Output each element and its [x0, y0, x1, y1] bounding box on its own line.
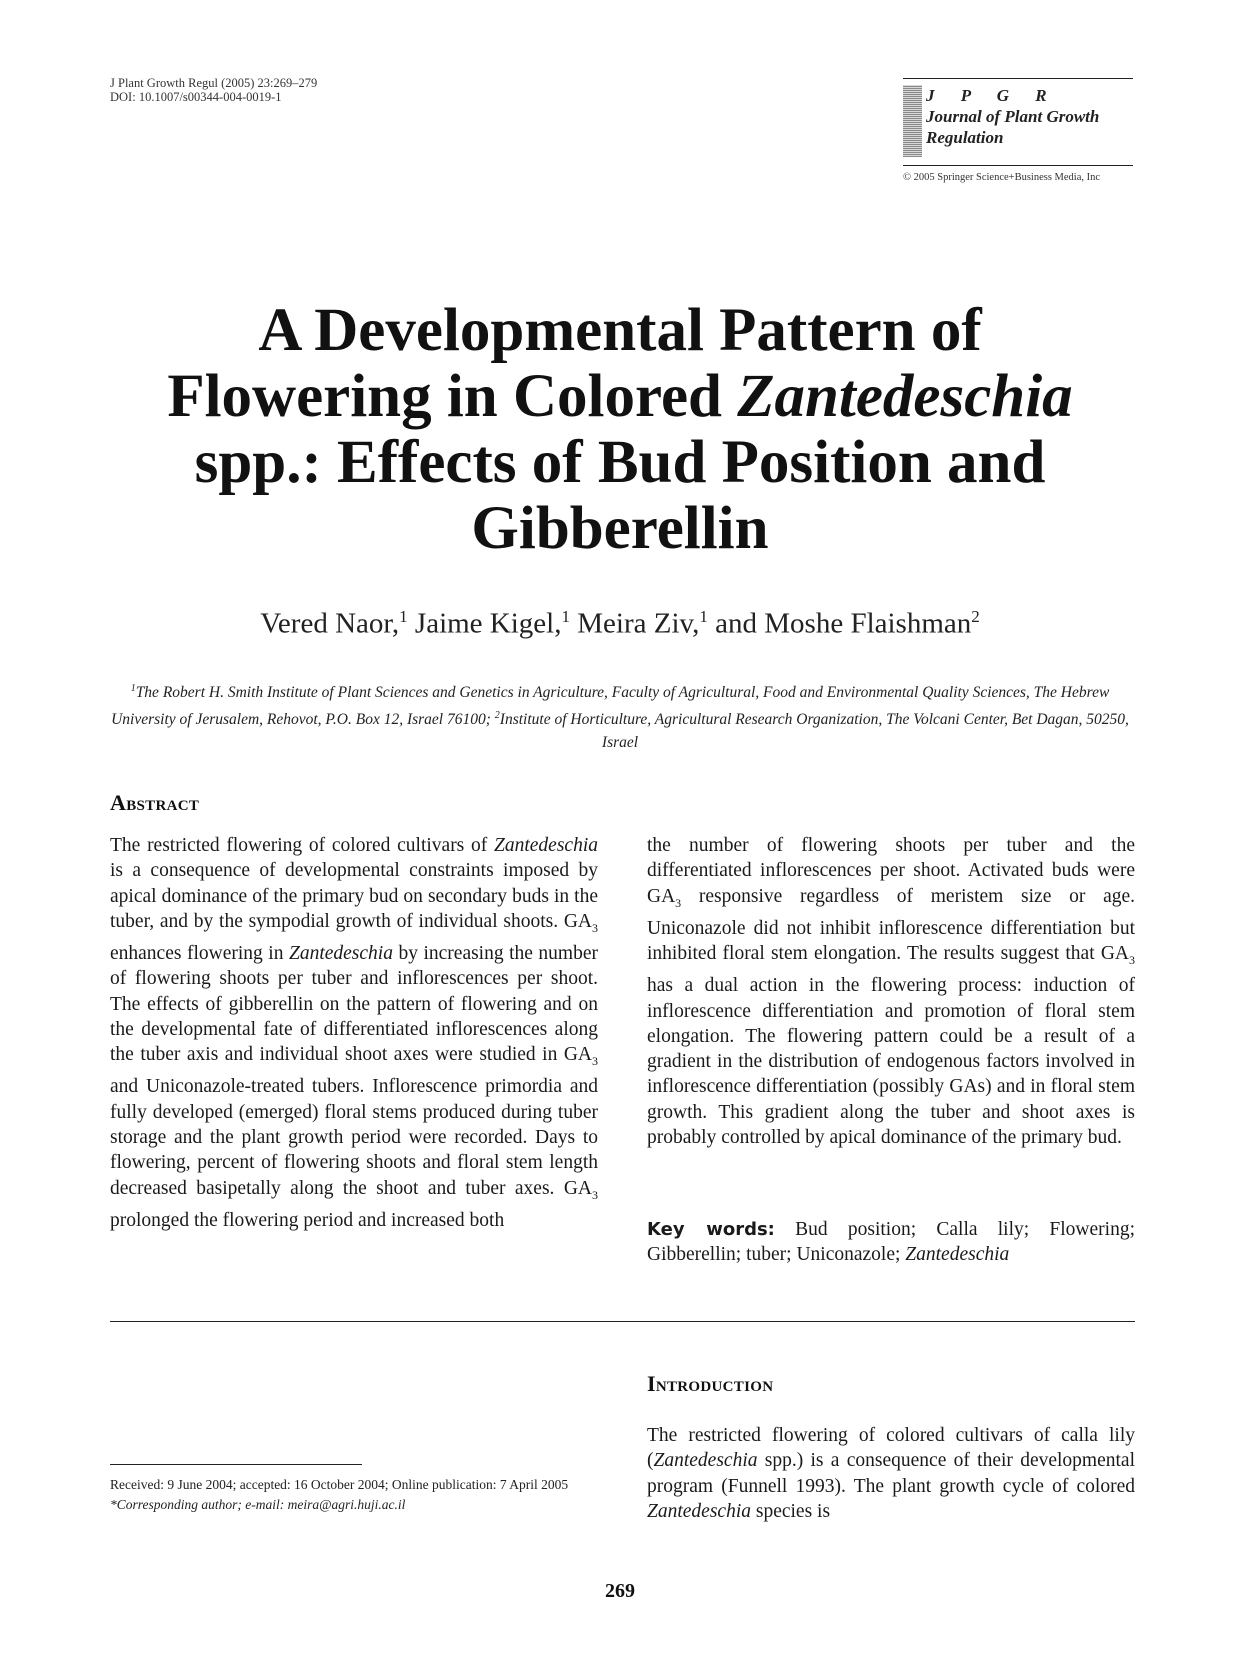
abstract-genus: Zantedeschia: [288, 943, 393, 965]
journal-rule-bottom: [903, 165, 1133, 166]
keywords-text: Bud position; Calla lily; Flowering; Gibberellin; tuber; Uniconazole;: [647, 1219, 1135, 1266]
author-name: Jaime Kigel,: [407, 607, 562, 640]
footnote-rule: [110, 1464, 362, 1465]
journal-rule-top: [903, 78, 1133, 79]
title-line-4: Gibberellin: [471, 495, 769, 562]
intro-genus: Zantedeschia: [647, 1500, 751, 1522]
abstract-text: responsive regardless of meristem size or age. Uniconazole did not inhibit inflorescence differentiation but inhibited floral stem elongation. The results suggest that GA: [647, 885, 1135, 965]
citation-journal: J Plant Growth Regul (2005) 23:269–279: [110, 76, 318, 90]
author-affil-mark: 2: [971, 607, 980, 626]
title-line-2: [100, 364, 1140, 430]
page-number: 269: [605, 1580, 635, 1602]
author-affil-mark: 1: [561, 607, 570, 626]
abstract-text: enhances flowering in: [110, 943, 289, 965]
author-affil-mark: 1: [699, 607, 708, 626]
title-line-1: A Developmental Pattern of: [258, 297, 982, 364]
citation-doi: DOI: 10.1007/s00344-004-0019-1: [110, 90, 282, 104]
introduction-heading: Introduction: [647, 1371, 774, 1396]
author-list: [100, 607, 1140, 641]
subscript: 3: [592, 920, 598, 935]
footnote: [110, 1475, 600, 1515]
abstract-heading: Abstract: [110, 790, 200, 815]
article-title: [100, 298, 1140, 562]
subscript: 3: [1129, 952, 1135, 967]
journal-name-line1: Journal of Plant Growth: [926, 107, 1100, 126]
affil-text-2: Institute of Horticulture, Agricultural Research Organization, The Volcani Center, Bet Dagan, 50250, Israel: [499, 711, 1129, 752]
introduction-text: [647, 1423, 1135, 1524]
received-dates: Received: 9 June 2004; accepted: 16 October 2004; Online publication: 7 April 2005: [110, 1477, 569, 1492]
author-name: Vered Naor,: [260, 607, 400, 640]
affil-mark: 1: [130, 683, 136, 694]
abstract-text: and Uniconazole-treated tubers. Inflorescence primordia and fully developed (emerged) floral stems produced during tuber storage and the plant growth period were recorded. Days to flowering, percent of flowering shoots and floral stem length decreased basipetally along the shoot and tuber axes. GA: [110, 1076, 598, 1199]
journal-logo-box: [903, 78, 1133, 183]
abstract-text: the number of flowering shoots per tuber and the differentiated inflorescences per shoot. Activated buds were GA: [647, 835, 1135, 907]
citation-block: [110, 76, 317, 104]
affiliations: [110, 677, 1130, 754]
title-line-3: spp.: Effects of Bud Position and: [194, 429, 1046, 496]
journal-logo: [903, 85, 1133, 157]
abstract-text: has a dual action in the flowering process: induction of inflorescence differentiation and promotion of floral stem elongation. The flowering pattern could be a result of a gradient in the distribution of endogenous factors involved in inflorescence differentiation (possibly GAs) and in floral stem growth. This gradient along the tuber and shoot axes is probably controlled by apical dominance of the primary bud.: [647, 975, 1135, 1149]
keywords-genus: Zantedeschia: [905, 1244, 1010, 1266]
intro-genus: Zantedeschia: [653, 1450, 758, 1472]
abstract-text: prolonged the flowering period and increased both: [110, 1209, 505, 1231]
abstract-right-column: [647, 833, 1135, 1150]
subscript: 3: [592, 1054, 598, 1069]
author-name: Meira Ziv,: [569, 607, 700, 640]
affil-text-1: The Robert H. Smith Institute of Plant Sciences and Genetics in Agriculture, Faculty of Agricultural, Food and Environmental Quality Sciences, The Hebrew University of Jerusalem, Rehovot, P.O. Box 12, Israel 76100;: [111, 684, 1110, 729]
abstract-text: by increasing the number of flowering shoots per tuber and inflorescences per shoot. The effects of gibberellin on the pattern of flowering and on the developmental fate of differentiated inflorescences along the tuber axis and individual shoot axes were studied in GA: [110, 943, 599, 1066]
abstract-text: is a consequence of developmental constraints imposed by apical dominance of the primary bud on secondary buds in the tuber, and by the sympodial growth of individual shoots. GA: [110, 860, 598, 932]
abstract-left-column: [110, 833, 598, 1233]
intro-text: species is: [750, 1500, 831, 1522]
subscript: 3: [675, 895, 682, 910]
author-name: and Moshe Flaishman: [707, 607, 972, 640]
copyright-notice: © 2005 Springer Science+Business Media, Inc: [903, 172, 1101, 183]
title-genus: Zantedeschia: [737, 363, 1073, 430]
journal-name-line2: Regulation: [926, 128, 1004, 147]
affil-mark: 2: [494, 710, 500, 722]
title-line-2-text: Flowering in Colored: [167, 363, 738, 430]
journal-abbrev: J P G R: [926, 86, 1058, 105]
journal-stripes-icon: [903, 85, 922, 157]
author-affil-mark: 1: [399, 607, 408, 626]
subscript: 3: [592, 1187, 598, 1202]
keywords-label: Key words:: [647, 1219, 775, 1240]
intro-text: spp.) is a consequence of their developmental program (Funnell 1993). The plant growth cycle of colored: [647, 1450, 1135, 1497]
journal-name: [926, 85, 1099, 157]
intro-text: The restricted flowering of colored cultivars of calla lily (: [647, 1425, 1135, 1472]
abstract-genus: Zantedeschia: [494, 835, 598, 856]
keywords: [647, 1217, 1135, 1268]
corresponding-author: *Corresponding author; e-mail: meira@agri.huji.ac.il: [110, 1497, 406, 1512]
section-divider: [110, 1321, 1135, 1322]
abstract-text: The restricted flowering of colored cultivars of: [110, 835, 495, 856]
